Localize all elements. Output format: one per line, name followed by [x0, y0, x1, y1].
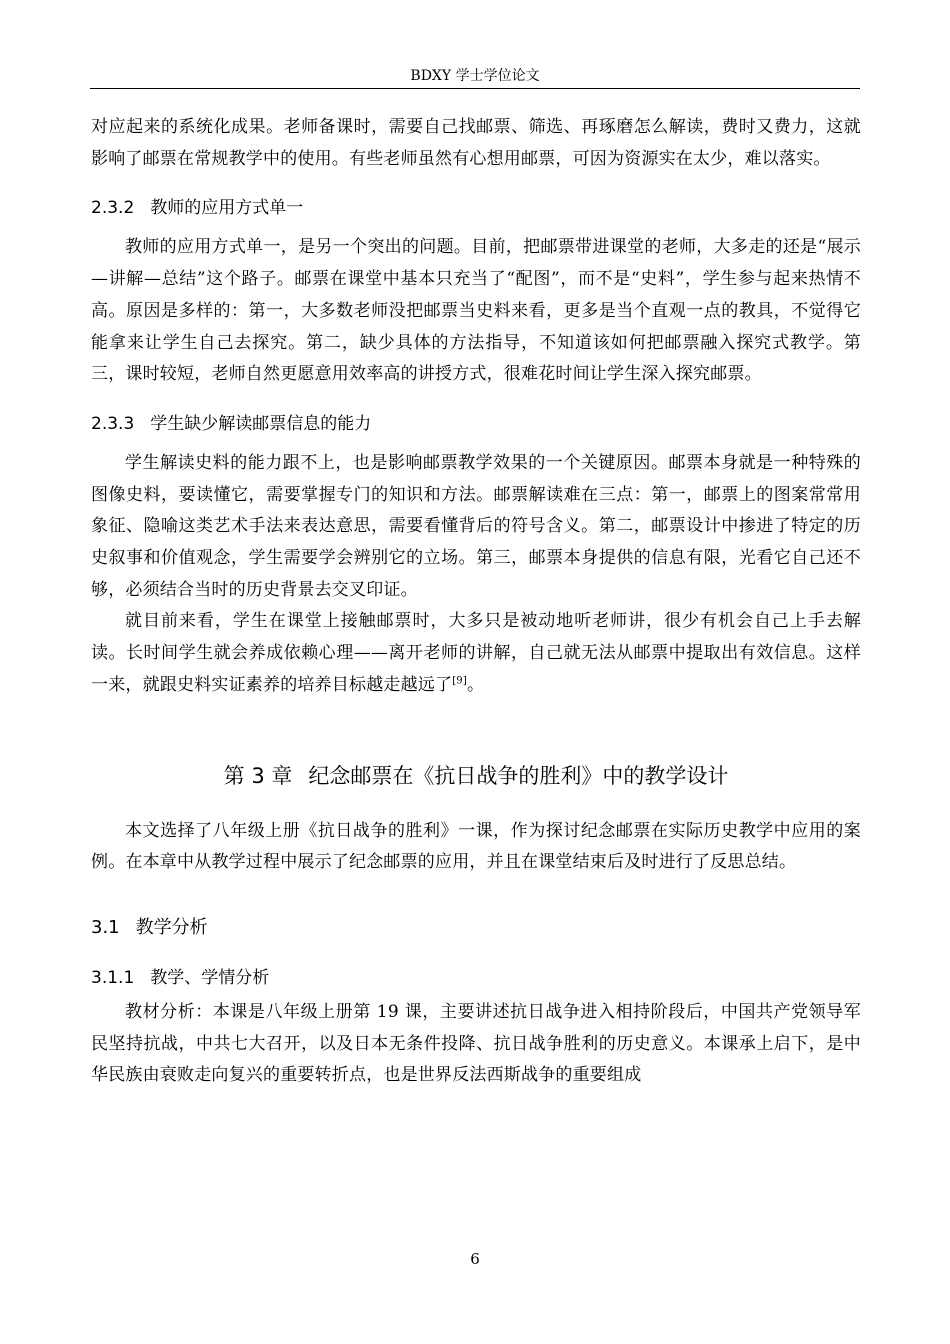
paragraph: 教师的应用方式单一，是另一个突出的问题。目前，把邮票带进课堂的老师，大多走的还是“展示—讲解—总结”这个路子。邮票在课堂中基本只充当了“配图”，而不是“史料”，学生参与起来热情不高。原因是多样的：第一，大多数老师没把邮票当史料来看，更多是当个直观一点的教具，不觉得它能拿来让学生自己去探究。第二，缺少具体的方法指导，不知道该如何把邮票融入探究式教学。第三，课时较短，老师自然更愿意用效率高的讲授方式，很难花时间让学生深入探究邮票。 [91, 237, 861, 385]
page-content [91, 112, 861, 1092]
page-number: 6 [470, 1250, 480, 1268]
section-number: 2.3.2 [91, 198, 135, 219]
paragraph [91, 606, 861, 701]
section-title: 教学、学情分析 [150, 967, 270, 988]
section-number: 2.3.3 [91, 413, 135, 434]
paragraph: 本文选择了八年级上册《抗日战争的胜利》一课，作为探讨纪念邮票在实际历史教学中应用的案例。在本章中从教学过程中展示了纪念邮票的应用，并且在课堂结束后及时进行了反思总结。 [91, 820, 861, 873]
chapter-heading [91, 760, 861, 792]
section-heading-2-3-2 [91, 193, 861, 223]
paragraph: 对应起来的系统化成果。老师备课时，需要自己找邮票、筛选、再琢磨怎么解读，费时又费力，这就影响了邮票在常规教学中的使用。有些老师虽然有心想用邮票，可因为资源实在太少，难以落实。 [91, 117, 861, 169]
section-number: 3.1 [91, 916, 120, 938]
page-header: BDXY 学士学位论文 [90, 66, 860, 89]
section-number: 3.1.1 [91, 967, 135, 988]
chapter-number: 第 3 章 [223, 763, 293, 788]
section-title: 教师的应用方式单一 [150, 198, 304, 219]
paragraph-text: 就目前来看，学生在课堂上接触邮票时，大多只是被动地听老师讲，很少有机会自己上手去解读。长时间学生就会养成依赖心理——离开老师的讲解，自己就无法从邮票中提取出有效信息。这样一来，就跟史料实证素养的培养目标越走越远了 [91, 611, 861, 695]
paragraph: 教材分析：本课是八年级上册第 19 课，主要讲述抗日战争进入相持阶段后，中国共产党领导军民坚持抗战，中共七大召开，以及日本无条件投降、抗日战争胜利的历史意义。本课承上启下，是中华民族由衰败走向复兴的重要转折点，也是世界反法西斯战争的重要组成 [91, 1001, 861, 1086]
paragraph-end: 。 [466, 674, 485, 695]
section-heading-3-1 [91, 913, 861, 943]
section-title: 教学分析 [135, 916, 208, 938]
chapter-title: 纪念邮票在《抗日战争的胜利》中的教学设计 [308, 763, 729, 788]
section-heading-3-1-1 [91, 963, 861, 993]
section-title: 学生缺少解读邮票信息的能力 [150, 413, 372, 434]
paragraph: 学生解读史料的能力跟不上，也是影响邮票教学效果的一个关键原因。邮票本身就是一种特殊的图像史料，要读懂它，需要掌握专门的知识和方法。邮票解读难在三点：第一，邮票上的图案常常用象征、隐喻这类艺术手法来表达意思，需要看懂背后的符号含义。第二，邮票设计中掺进了特定的历史叙事和价值观念，学生需要学会辨别它的立场。第三，邮票本身提供的信息有限，光看它自己还不够，必须结合当时的历史背景去交叉印证。 [91, 452, 861, 600]
section-heading-2-3-3 [91, 409, 861, 439]
citation-ref: [9] [452, 675, 467, 687]
